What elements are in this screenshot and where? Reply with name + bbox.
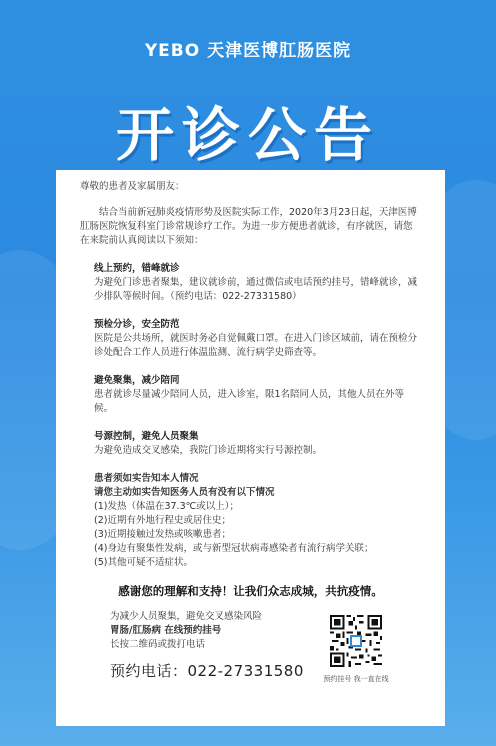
notice-item: (4)身边有聚集性发病，或与新型冠状病毒感染者有流行病学关联； (94, 543, 374, 554)
thanks-message: 感谢您的理解和支持！让我们众志成城，共抗疫情。 (118, 584, 383, 598)
page-title: 开诊公告 (115, 101, 380, 169)
notice-item: (2)近期有外地行程史或居住史； (94, 515, 231, 526)
booking-phone: 预约电话：022-27331580 (110, 662, 304, 680)
notice-item: (3)近期接触过发热或咳嗽患者； (94, 529, 231, 540)
section-title: 避免聚集，减少陪同 (94, 375, 180, 386)
section-title: 预检分诊，安全防范 (94, 319, 180, 330)
section-number-control (80, 430, 421, 458)
booking-line: 胃肠/肛肠病 在线预约挂号 (110, 625, 222, 636)
notice-title: 患者须如实告知本人情况 (94, 473, 199, 484)
notice-item: (1)发热（体温在37.3℃或以上）； (94, 501, 240, 512)
qr-caption: 预约挂号 我一直在线 (323, 675, 389, 683)
greeting: 尊敬的患者及家属朋友： (80, 181, 185, 192)
intro-paragraph: 结合当前新冠肺炎疫情形势及医院实际工作，2020年3月23日起，天津医博肛肠医院恢复科室门诊常规诊疗工作。为进一步方便患者就诊，有序就医，请您在来院前认真阅读以下须知： (80, 207, 417, 246)
section-body: 为避免造成交叉感染，我院门诊近期将实行号源控制。 (94, 445, 323, 456)
section-body: 患者就诊尽量减少陪同人员，进入诊室，限1名陪同人员，其他人员在外等候。 (94, 389, 405, 414)
qr-code[interactable] (330, 615, 382, 667)
section-avoid-gathering (80, 374, 421, 416)
section-online-booking (80, 262, 421, 304)
section-title: 号源控制，避免人员聚集 (94, 431, 199, 442)
patient-notice (94, 472, 421, 570)
notice-card (56, 170, 445, 726)
booking-line: 为减少人员聚集，避免交叉感染风险 (110, 611, 263, 622)
booking-line: 长按二维码或拨打电话 (110, 639, 206, 650)
notice-subtitle: 请您主动如实告知医务人员有没有以下情况 (94, 487, 275, 498)
section-body: 为避免门诊患者聚集，建议就诊前，通过微信或电话预约挂号，错峰就诊，减少排队等候时间。（预约电话：022-27331580） (94, 277, 418, 302)
section-title: 线上预约，错峰就诊 (94, 263, 180, 274)
notice-item: (5)其他可疑不适症状。 (94, 557, 193, 568)
section-body: 医院是公共场所，就医时务必自觉佩戴口罩。在进入门诊区域前，请在预检分诊处配合工作人员进行体温监测、流行病学史筛查等。 (94, 333, 418, 358)
hospital-brand: YEBO 天津医博肛肠医院 (144, 41, 352, 61)
section-triage (80, 318, 421, 360)
